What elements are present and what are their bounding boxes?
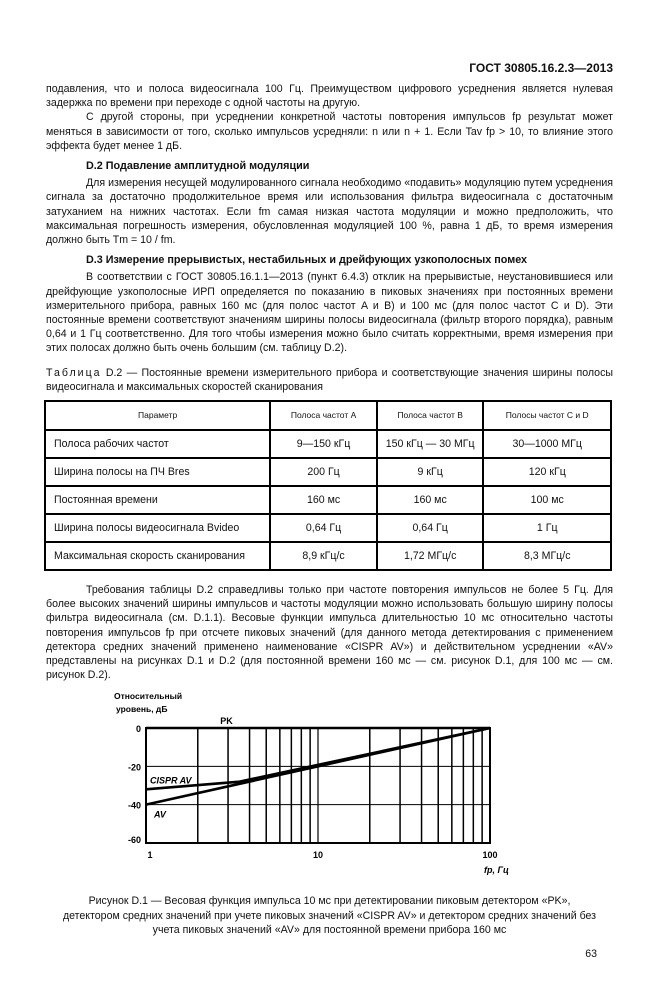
table-cell: 9—150 кГц <box>270 430 377 458</box>
table-cell: 8,3 МГц/с <box>483 542 611 570</box>
paragraph: Требования таблицы D.2 справедливы только при частоте повторения импульсов не более 5 Гц. Для более высоких значений ширины импульсов и частоты модуляции можно использовать большую ширину полосы фильтра видеосигнала (см. D.1.1). Весовые функции импульса длительностью 10 мс относительно частоты повторения импульсов fp при отсчете пиковых значений (для данного метода детектирования с применением детектора средних значений применено наименование «CISPR AV») и действительном усреднении «AV» представлены на рисунках D.1 и D.2 (для постоянной времени 160 мс — см. рисунок D.1, для 100 мс — см. рисунок D.2). <box>46 584 613 682</box>
series-label-cispr-av: CISPR AV <box>150 775 192 786</box>
y-tick-label: -20 <box>127 762 141 773</box>
y-tick-label: -60 <box>127 835 141 846</box>
y-axis-label: Относительный <box>114 691 183 702</box>
series-label-av: AV <box>154 810 166 821</box>
chart-container <box>100 688 613 888</box>
section-heading-d3: D.3 Измерение прерывистых, нестабильных и дрейфующих узкополосных помех <box>86 254 528 267</box>
text-section-2 <box>46 583 613 682</box>
header-cell: Параметр <box>45 401 270 430</box>
series-label-pk: PK <box>220 716 233 727</box>
table-cell: 9 кГц <box>377 458 484 486</box>
paragraph: В соответствии с ГОСТ 30805.16.1.1—2013 (пункт 6.4.3) отклик на прерывистые, неустановившиеся или дрейфующие узкополосные ИРП определяется по показанию в пиковых значениях при постоянных времени измерительного прибора, равных 160 мс (для полос частот A и B) и 100 мс (для полос частот C и D). Эти постоянные времени соответствуют значениям ширины полосы видеосигнала (фильтр второго порядка), равным 0,64 и 1 Гц соответственно. Для того чтобы измерения можно было считать корректными, время измерения при этих полосах должно быть очень большим (см. таблицу D.2). <box>46 271 613 355</box>
paragraph: С другой стороны, при усреднении конкретной частоты повторения импульсов fp результат может меняться в зависимости от того, сколько импульсов усредняли: n или n + 1. Если Tav fp > 10, то влияние этого эффекта будет менее 1 дБ. <box>46 111 613 152</box>
table-caption <box>46 366 613 394</box>
caption-text: D.2 — Постоянные времени измерительного прибора и соответствующие значения ширины полосы видеосигнала и максимальных скоростей сканирования <box>46 366 613 393</box>
table-cell: 30—1000 МГц <box>483 430 611 458</box>
x-axis-label: fp, Гц <box>484 865 509 876</box>
paragraph: Для измерения несущей модулированного сигнала необходимо «подавить» модуляцию путем усреднения сигнала за достаточно продолжительное время или использования фильтра видеосигнала с достаточным затуханием на нижних частотах. Если fm самая низкая частота модуляции и можно предположить, что максимальная погрешность измерения, обусловленная модуляцией 100 %, равна 1 дБ, то время измерения должно быть Tm = 10 / fm. <box>46 177 613 247</box>
table-cell: 160 мс <box>377 486 484 514</box>
caption-label: Таблица <box>46 366 102 379</box>
table-cell: Максимальная скорость сканирования <box>45 542 270 570</box>
header-cell: Полоса частот A <box>270 401 377 430</box>
weighting-function-chart <box>100 688 530 888</box>
y-tick-label: -40 <box>127 801 141 812</box>
table-row <box>45 514 611 542</box>
x-tick-label: 100 <box>482 850 498 861</box>
table-row <box>45 458 611 486</box>
x-tick-label: 10 <box>312 850 324 861</box>
y-tick-label: 0 <box>135 724 141 735</box>
text-section-1 <box>46 82 613 356</box>
x-tick-label: 1 <box>147 850 153 861</box>
table-cell: 0,64 Гц <box>270 514 377 542</box>
header-cell: Полоса частот B <box>377 401 484 430</box>
table-cell: Полоса рабочих частот <box>45 430 270 458</box>
table-header-row <box>45 401 611 430</box>
table-row <box>45 430 611 458</box>
parameters-table <box>44 400 613 571</box>
paragraph: подавления, что и полоса видеосигнала 100 Гц. Преимуществом цифрового усреднения является нулевая задержка по времени при переходе с одной частоты на другую. <box>46 83 613 110</box>
table-cell: 160 мс <box>270 486 377 514</box>
section-heading-d2: D.2 Подавление амплитудной модуляции <box>86 160 310 173</box>
document-header: ГОСТ 30805.16.2.3—2013 <box>469 61 613 75</box>
table-cell: 8,9 кГц/с <box>270 542 377 570</box>
table-cell: 1 Гц <box>483 514 611 542</box>
table-row <box>45 542 611 570</box>
table-cell: Ширина полосы видеосигнала Bvideo <box>45 514 270 542</box>
y-axis-label: уровень, дБ <box>116 704 168 715</box>
table-cell: 100 мс <box>483 486 611 514</box>
table-cell: Постоянная времени <box>45 486 270 514</box>
header-cell: Полосы частот C и D <box>483 401 611 430</box>
table-cell: 1,72 МГц/с <box>377 542 484 570</box>
figure-caption: Рисунок D.1 — Весовая функция импульса 10 мс при детектировании пиковым детектором «PK», детектором средних значений при учете пиковых значений «CISPR AV» и детектором средних значений без учета пиковых значений «AV» для постоянной времени прибора 160 мс <box>62 895 597 936</box>
table-row <box>45 486 611 514</box>
table-cell: 120 кГц <box>483 458 611 486</box>
table-cell: 200 Гц <box>270 458 377 486</box>
table-cell: 0,64 Гц <box>377 514 484 542</box>
page-number: 63 <box>585 948 597 961</box>
table-cell: 150 кГц — 30 МГц <box>377 430 484 458</box>
table-cell: Ширина полосы на ПЧ Bres <box>45 458 270 486</box>
